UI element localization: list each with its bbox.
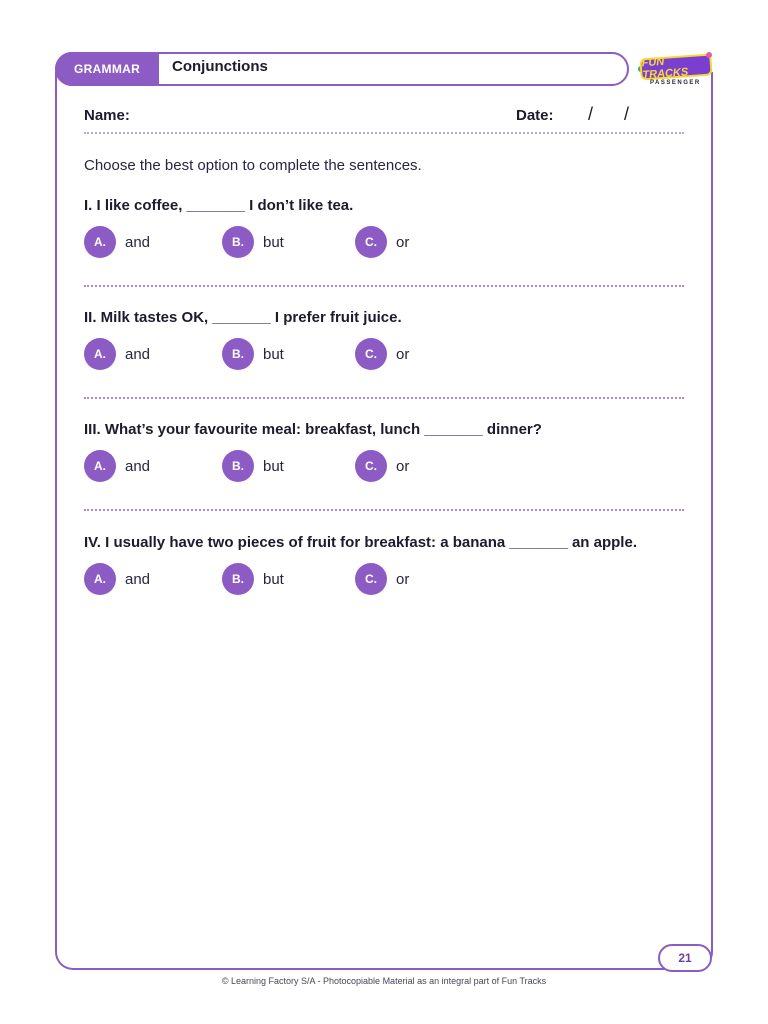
option-b[interactable] [222,450,284,482]
question-divider [84,509,684,511]
date-label: Date: [516,107,554,124]
option-badge: C. [355,226,387,258]
option-label: but [263,570,284,588]
option-badge: C. [355,338,387,370]
option-label: and [125,345,151,363]
option-badge: A. [84,226,116,258]
instructions: Choose the best option to complete the sentences. [84,157,422,174]
fun-tracks-logo [640,50,714,90]
option-b[interactable] [222,226,284,258]
option-a[interactable] [84,450,150,482]
option-b[interactable] [222,563,284,595]
date-separator-1: / [588,104,594,124]
option-badge: B. [222,226,254,258]
section-tab: GRAMMAR [55,52,159,86]
footer-copyright: © Learning Factory S/A - Photocopiable Material as an integral part of Fun Tracks [221,976,547,986]
option-badge: B. [222,338,254,370]
option-a[interactable] [84,226,150,258]
page-number: 21 [658,944,712,972]
option-label: but [263,457,284,475]
option-c[interactable] [355,338,409,370]
question-4: IV. I usually have two pieces of fruit for breakfast: a banana _______ an apple. [84,534,637,551]
question-divider [84,397,684,399]
option-a[interactable] [84,338,150,370]
option-label: and [125,457,151,475]
option-badge: C. [355,450,387,482]
question-2: II. Milk tastes OK, _______ I prefer fruit juice. [84,309,402,326]
option-badge: C. [355,563,387,595]
logo-sub-text: PASSENGER [650,80,701,86]
option-c[interactable] [355,563,409,595]
question-1-options [84,226,584,258]
logo-main-text: FUN TRACKS [639,54,712,81]
option-badge: B. [222,450,254,482]
option-badge: B. [222,563,254,595]
page-title: Conjunctions [172,58,268,75]
option-badge: A. [84,450,116,482]
option-b[interactable] [222,338,284,370]
option-label: but [263,345,284,363]
option-label: but [263,233,284,251]
option-badge: A. [84,338,116,370]
option-label: and [125,570,151,588]
option-label: or [396,570,410,588]
option-label: or [396,457,410,475]
option-c[interactable] [355,226,409,258]
option-label: and [125,233,151,251]
option-badge: A. [84,563,116,595]
option-c[interactable] [355,450,409,482]
name-label: Name: [84,107,130,124]
option-a[interactable] [84,563,150,595]
option-label: or [396,233,410,251]
question-divider [84,285,684,287]
name-date-divider [84,132,684,134]
question-2-options [84,338,584,370]
question-4-options [84,563,584,595]
option-label: or [396,345,410,363]
logo-dot-pink [706,52,712,58]
date-separator-2: / [624,104,630,124]
question-3-options [84,450,584,482]
question-3: III. What’s your favourite meal: breakfast, lunch _______ dinner? [84,421,542,438]
question-1: I. I like coffee, _______ I don’t like tea. [84,197,354,214]
